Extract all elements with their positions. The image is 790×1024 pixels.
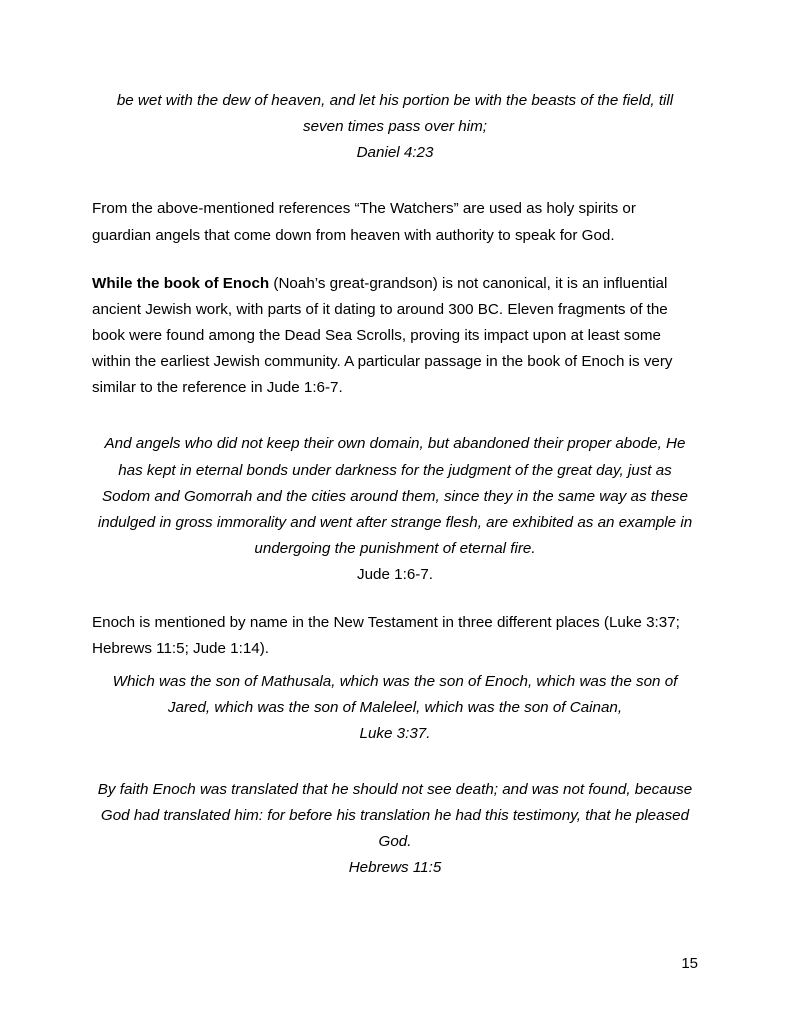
paragraph-book-of-enoch	[92, 271, 698, 402]
paragraph-book-of-enoch-body: (Noah’s great-grandson) is not canonical, it is an influential ancient Jewish work, with parts of it dating to around 300 BC. Eleven fragments of the book were found among the Dead Sea Scrolls, proving its impact upon at least some within the earliest Jewish community. A particular passage in the book of Enoch is very similar to the reference in Jude 1:6-7.	[92, 274, 673, 397]
quote-jude	[92, 431, 698, 588]
quote-luke-text: Which was the son of Mathusala, which was the son of Enoch, which was the son of Jared, which was the son of Maleleel, which was the son of Cainan,	[112, 672, 678, 716]
spacer	[92, 401, 698, 431]
spacer	[92, 166, 698, 196]
quote-hebrews-citation: Hebrews 11:5	[348, 859, 442, 877]
quote-jude-citation: Jude 1:6-7.	[357, 566, 433, 584]
quote-daniel	[92, 88, 698, 166]
spacer	[92, 249, 698, 271]
paragraph-book-of-enoch-lead: While the book of Enoch	[92, 274, 270, 292]
quote-hebrews	[92, 777, 698, 882]
paragraph-watchers: From the above-mentioned references “The Watchers” are used as holy spirits or guardian angels that come down from heaven with authority to speak for God.	[92, 200, 636, 244]
quote-luke-citation: Luke 3:37.	[359, 724, 431, 742]
quote-jude-text: And angels who did not keep their own domain, but abandoned their proper abode, He has kept in eternal bonds under darkness for the judgment of the great day, just as Sodom and Gomorrah and the cities around them, since they in the same way as these indulged in gross immorality and went after strange flesh, are exhibited as an example in undergoing the punishment of eternal fire.	[97, 435, 693, 557]
spacer	[92, 588, 698, 610]
page-number: 15	[681, 955, 698, 972]
spacer	[92, 747, 698, 777]
quote-hebrews-text: By faith Enoch was translated that he should not see death; and was not found, because God had translated him: for before his translation he had this testimony, that he pleased God.	[97, 780, 693, 851]
paragraph-enoch-mentions: Enoch is mentioned by name in the New Testament in three different places (Luke 3:37; Hebrews 11:5; Jude 1:14).	[92, 614, 680, 658]
quote-luke	[92, 669, 698, 747]
quote-daniel-text: be wet with the dew of heaven, and let his portion be with the beasts of the field, till seven times pass over him;	[116, 92, 674, 136]
quote-daniel-citation: Daniel 4:23	[356, 144, 434, 162]
